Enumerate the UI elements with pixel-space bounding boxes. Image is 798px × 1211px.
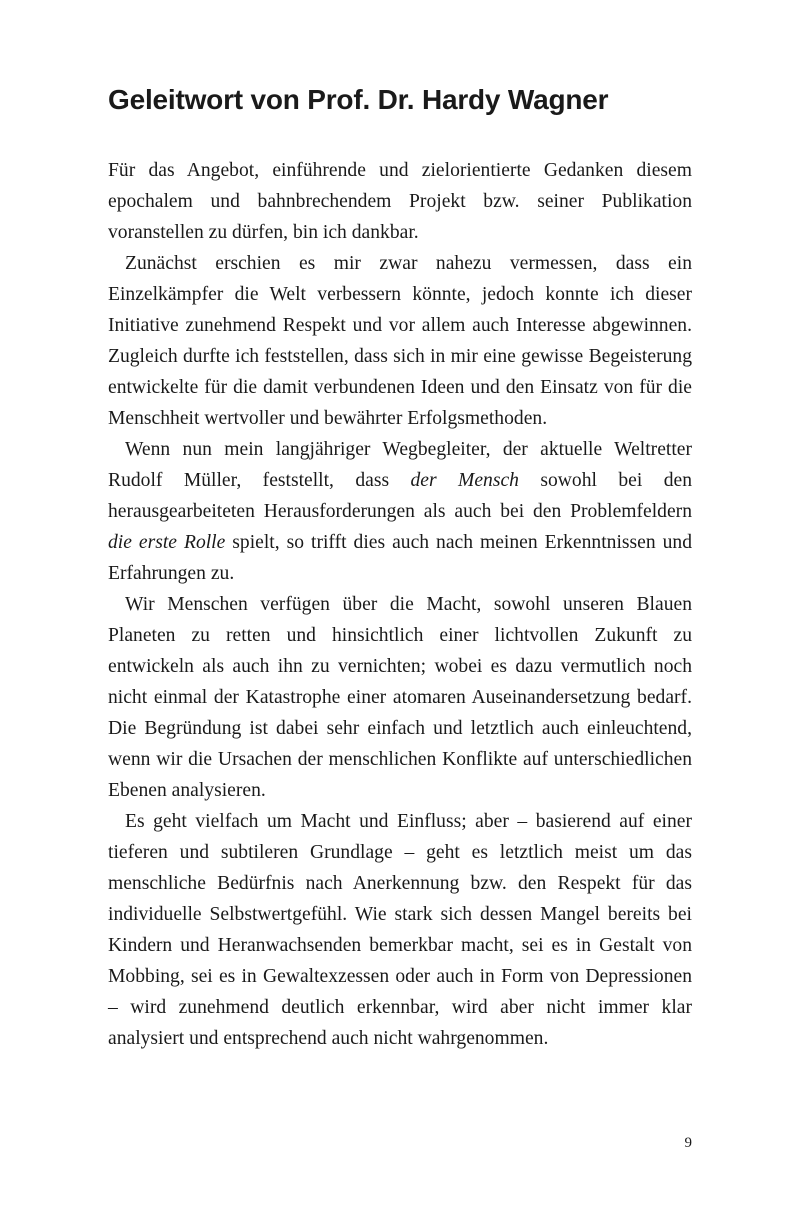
- paragraph-text: Wir Menschen verfügen über die Macht, sowohl unseren Blauen Planeten zu retten und hinsichtlich einer lichtvollen Zukunft zu entwickeln als auch ihn zu vernichten; wobei es dazu vermutlich noch nicht einmal der Katastrophe einer atomaren Auseinandersetzung bedarf. Die Begründung ist dabei sehr einfach und letztlich auch einleuchtend, wenn wir die Ursachen der menschlichen Konflikte auf unterschiedlichen Ebenen analysieren.: [108, 594, 692, 801]
- paragraph-text: Wenn nun mein langjähriger Wegbegleiter, der aktuelle Weltretter Rudolf Müller, feststellt, dass: [108, 439, 692, 491]
- paragraph-1: [108, 155, 692, 248]
- emphasis-text: die erste Rolle: [108, 532, 226, 553]
- paragraph-text: sowohl bei den herausgearbeiteten Herausforderungen als auch bei den Problemfeldern: [108, 470, 692, 522]
- paragraph-text: spielt, so trifft dies auch nach meinen Erkenntnissen und Erfahrungen zu.: [108, 532, 693, 584]
- emphasis-text: der Mensch: [410, 470, 519, 491]
- paragraph-text: Zunächst erschien es mir zwar nahezu vermessen, dass ein Einzelkämpfer die Welt verbessern könnte, jedoch konnte ich dieser Initiative zunehmend Respekt und vor allem auch Interesse abgewinnen. Zugleich durfte ich feststellen, dass sich in mir eine gewisse Begeisterung entwickelte für die damit verbundenen Ideen und den Einsatz von für die Menschheit wertvoller und bewährter Erfolgsmethoden.: [108, 253, 692, 429]
- book-page: [108, 82, 692, 1054]
- paragraph-text: Es geht vielfach um Macht und Einfluss; aber – basierend auf einer tieferen und subtileren Grundlage – geht es letztlich meist um das menschliche Bedürfnis nach Anerkennung bzw. den Respekt für das individuelle Selbstwertgefühl. Wie stark sich dessen Mangel bereits bei Kindern und Heranwachsenden bemerkbar macht, sei es in Gestalt von Mobbing, sei es in Gewaltexzessen oder auch in Form von Depressionen – wird zunehmend deutlich erkennbar, wird aber nicht immer klar analysiert und entsprechend auch nicht wahrgenommen.: [108, 811, 692, 1049]
- paragraph-text: Für das Angebot, einführende und zielorientierte Gedanken diesem epochalem und bahnbrechendem Projekt bzw. seiner Publikation voranstellen zu dürfen, bin ich dankbar.: [108, 160, 692, 243]
- page-number: 9: [684, 1135, 692, 1151]
- paragraph-3: [108, 434, 692, 589]
- body-text: [108, 155, 692, 1054]
- paragraph-5: [108, 806, 692, 1054]
- paragraph-4: [108, 589, 692, 806]
- chapter-heading: Geleitwort von Prof. Dr. Hardy Wagner: [108, 84, 609, 115]
- paragraph-2: [108, 248, 692, 434]
